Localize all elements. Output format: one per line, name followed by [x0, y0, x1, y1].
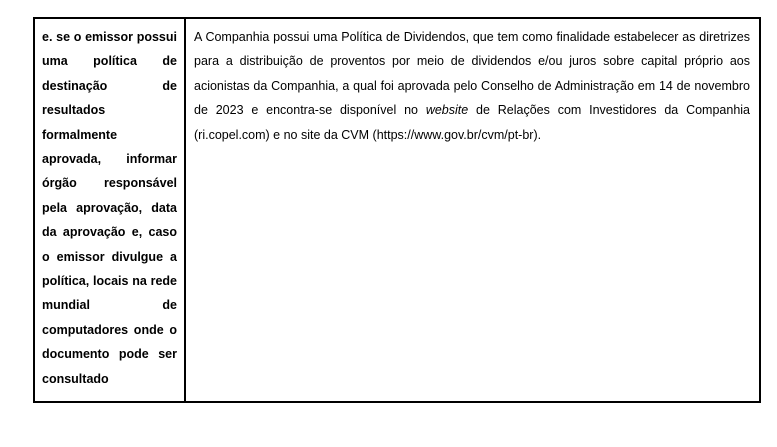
answer-text-part-2: de Relações com Investidores da Companhia (ri.copel.com) e no site da CVM (https://www.gov.br/cvm/pt-br).: [194, 103, 750, 142]
answer-text-part-1: A Companhia possui uma Política de Dividendos, que tem como finalidade estabelecer as diretrizes para a distribuição de proventos por meio de dividendos e/ou juros sobre capital próprio aos acionistas da Companhia, a qual foi aprovada pelo Conselho de Administração em 14 de novembro de 2023 e encontra-se disponível no: [194, 30, 750, 118]
question-cell: [35, 19, 186, 401]
document-table: [33, 17, 761, 403]
answer-text-emphasis: website: [425, 103, 469, 118]
answer-cell: [186, 19, 759, 401]
answer-text: [194, 25, 750, 147]
question-text: e. se o emissor possui uma política de destinação de resultados formalmente aprovada, informar órgão responsável pela aprovação, data da aprovação e, caso o emissor divulgue a política, locais na rede mundial de computadores onde o documento pode ser consultado: [42, 30, 177, 386]
